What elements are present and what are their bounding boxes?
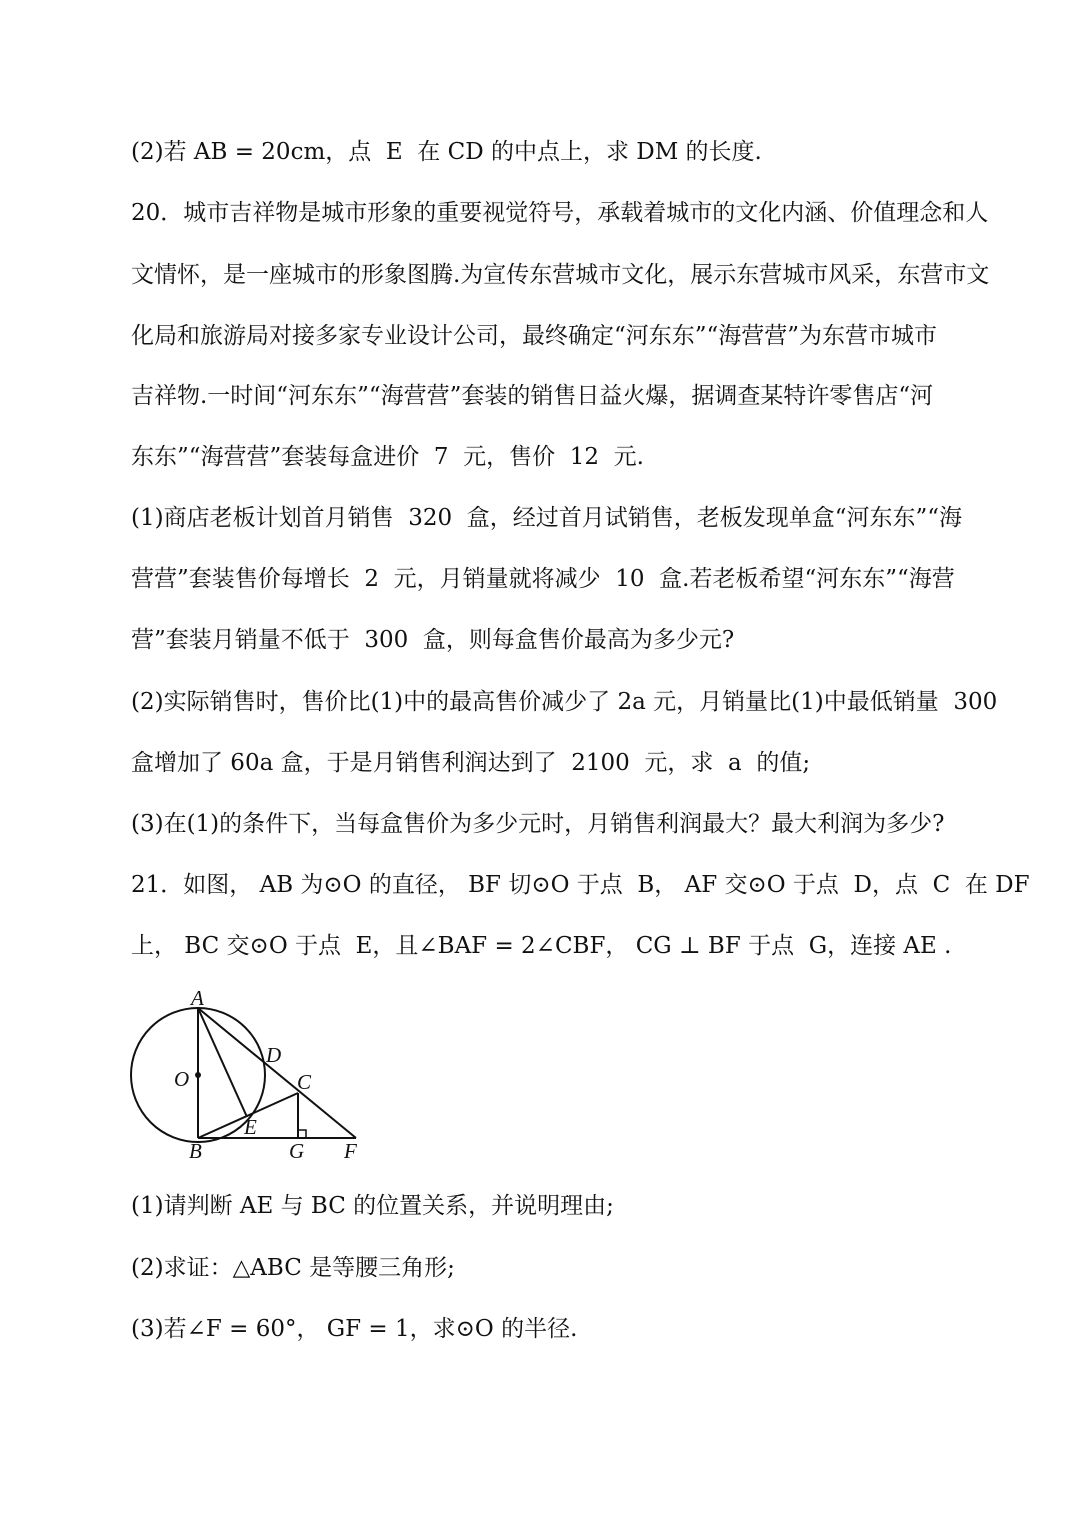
label-b: B xyxy=(189,1139,202,1163)
label-o: O xyxy=(174,1067,190,1091)
text-line: (1)商店老板计划首月销售 320 盒，经过首月试销售，老板发现单盒“河东东”“海 xyxy=(131,505,962,531)
text-line: 20．城市吉祥物是城市形象的重要视觉符号，承载着城市的文化内涵、价值理念和人 xyxy=(131,200,989,226)
text-line: 营”套装月销量不低于 300 盒，则每盒售价最高为多少元? xyxy=(131,627,735,653)
text-line: 吉祥物.一时间“河东东”“海营营”套装的销售日益火爆，据调查某特许零售店“河 xyxy=(131,383,934,409)
label-d: D xyxy=(266,1043,282,1067)
text-line: 21．如图， AB 为⊙O 的直径， BF 切⊙O 于点 B， AF 交⊙O 于点 D，点 C 在 DF xyxy=(131,872,1030,898)
text-line: 营营”套装售价每增长 2 元，月销量就将减少 10 盒.若老板希望“河东东”“海营 xyxy=(131,566,955,592)
segment-ae xyxy=(198,1008,247,1117)
label-c: C xyxy=(297,1070,312,1094)
geometry-figure xyxy=(125,985,375,1170)
text-line: (2)若 AB = 20cm，点 E 在 CD 的中点上，求 DM 的长度. xyxy=(131,139,762,165)
text-line: (3)在(1)的条件下，当每盒售价为多少元时，月销售利润最大？最大利润为多少? xyxy=(131,811,945,837)
text-line: (2)实际销售时，售价比(1)中的最高售价减少了 2a 元，月销量比(1)中最低销量 300 xyxy=(131,689,998,715)
geometry-diagram xyxy=(125,985,375,1170)
text-line: 化局和旅游局对接多家专业设计公司，最终确定“河东东”“海营营”为东营市城市 xyxy=(131,323,938,349)
label-g: G xyxy=(289,1139,305,1163)
text-line: 文情怀，是一座城市的形象图腾.为宣传东营城市文化，展示东营城市风采，东营市文 xyxy=(131,262,990,288)
text-line: (3)若∠F = 60°， GF = 1，求⊙O 的半径. xyxy=(131,1316,578,1342)
text-line: 东东”“海营营”套装每盒进价 7 元，售价 12 元. xyxy=(131,444,644,470)
segment-af xyxy=(198,1008,356,1138)
label-e: E xyxy=(244,1115,257,1139)
label-f: F xyxy=(344,1139,357,1163)
label-a: A xyxy=(191,986,204,1010)
right-angle-mark xyxy=(298,1130,306,1138)
text-line: 上， BC 交⊙O 于点 E，且∠BAF = 2∠CBF， CG ⊥ BF 于点 G，连接 AE . xyxy=(131,933,952,959)
text-line: (2)求证：△ABC 是等腰三角形; xyxy=(131,1255,455,1281)
text-line: (1)请判断 AE 与 BC 的位置关系，并说明理由; xyxy=(131,1193,614,1219)
center-point xyxy=(195,1072,201,1078)
text-line: 盒增加了 60a 盒，于是月销售利润达到了 2100 元，求 a 的值; xyxy=(131,750,811,776)
